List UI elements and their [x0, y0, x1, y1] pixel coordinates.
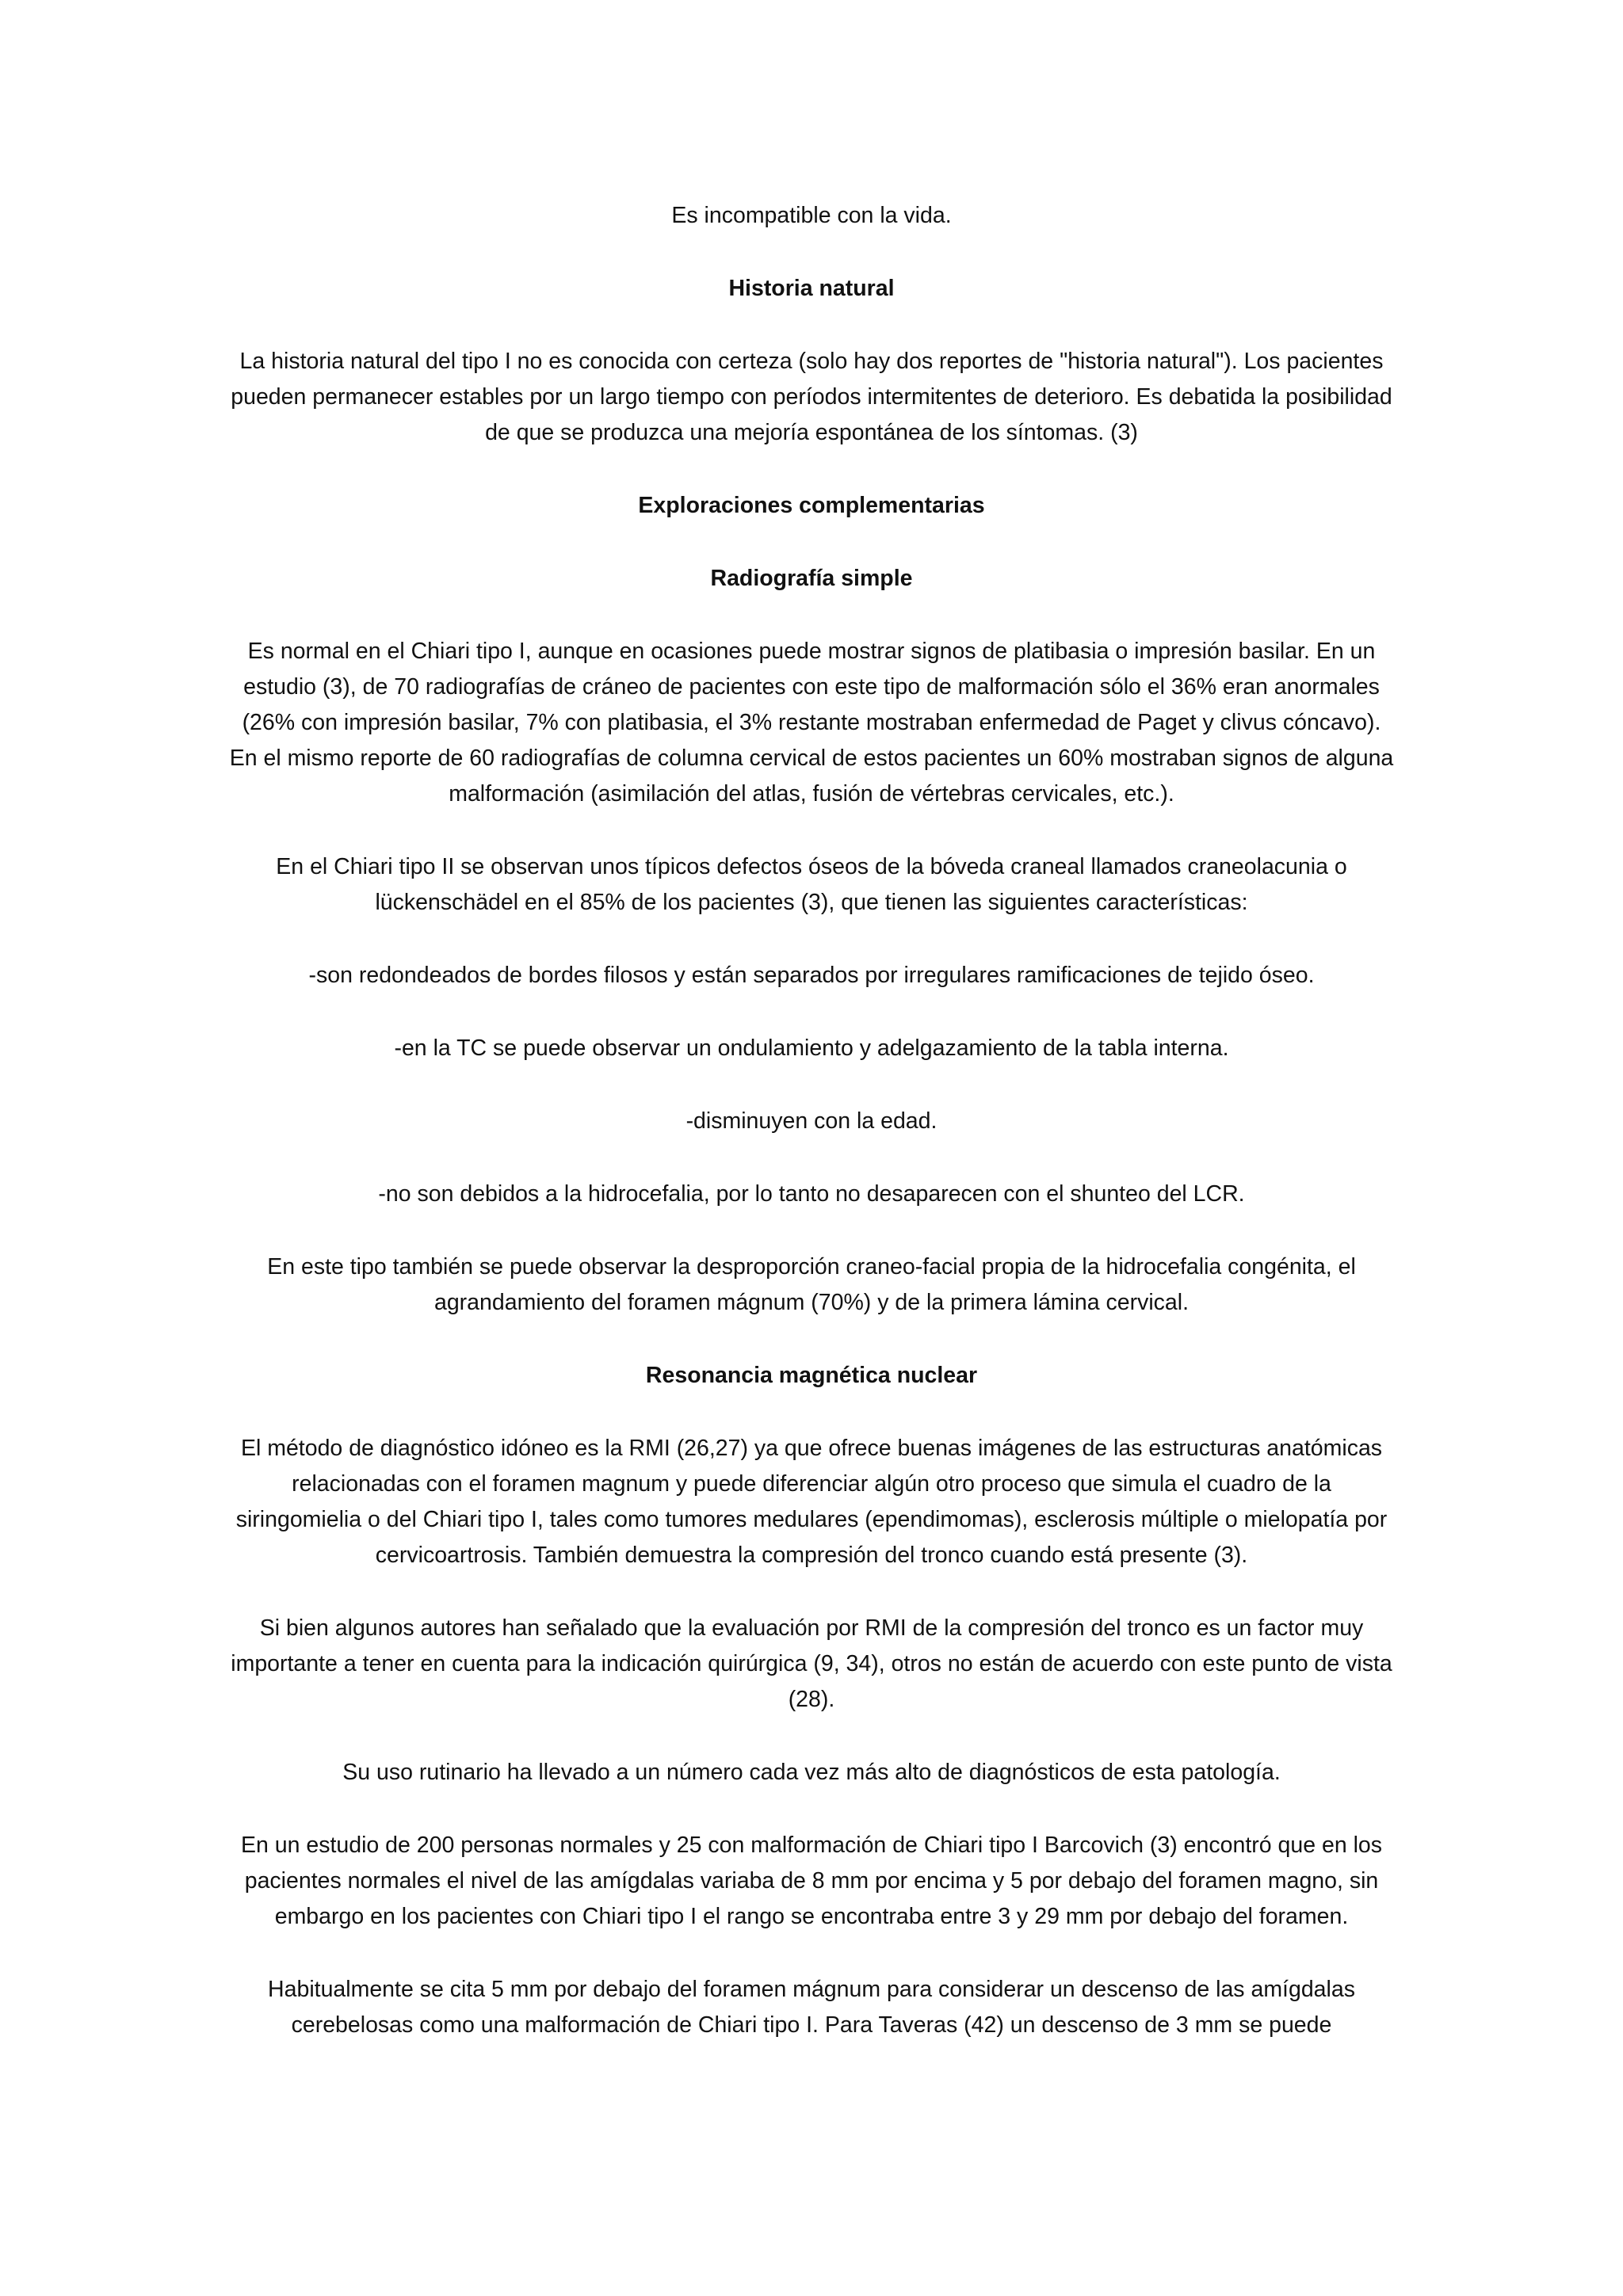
list-item-tc: -en la TC se puede observar un ondulamiento y adelgazamiento de la tabla interna. [394, 1035, 1229, 1061]
paragraph-rmi-metodo: El método de diagnóstico idóneo es la RMI (26,27) ya que ofrece buenas imágenes de las estructuras anatómicas relacionadas con el foramen magnum y puede diferenciar algún otro proceso que simula el cuadro de la siringomielia o del Chiari tipo I, tales como tumores medulares (ependimomas), esclerosis múltiple o mielopatía por cervicoartrosis. También demuestra la compresión del tronco cuando está presente (3). [235, 1436, 1388, 1568]
paragraph-chiari-tipo-2: En el Chiari tipo II se observan unos típicos defectos óseos de la bóveda craneal llamados craneolacunia o lückenschädel en el 85% de los pacientes (3), que tienen las siguientes características: [276, 854, 1347, 915]
list-item-edad: -disminuyen con la edad. [685, 1108, 938, 1134]
paragraph-intro: Es incompatible con la vida. [671, 203, 952, 228]
paragraph-rmi-autores: Si bien algunos autores han señalado que la evaluación por RMI de la compresión del tronco es un factor muy importante a tener en cuenta para la indicación quirúrgica (9, 34), otros no están de acuerdo con este punto de vista (28). [231, 1615, 1392, 1712]
heading-historia-natural: Historia natural [728, 276, 895, 301]
heading-exploraciones: Exploraciones complementarias [638, 493, 985, 518]
paragraph-estudio: En un estudio de 200 personas normales y 25 con malformación de Chiari tipo I Barcovich (3) encontró que en los pacientes normales el nivel de las amígdalas variaba de 8 mm por encima y 5 por debajo del foramen magno, sin embargo en los pacientes con Chiari tipo I el rango se encontraba entre 3 y 29 mm por debajo del foramen. [240, 1833, 1383, 1929]
document-body [227, 198, 1396, 2043]
paragraph-rmi-uso: Su uso rutinario ha llevado a un número cada vez más alto de diagnósticos de esta patología. [342, 1760, 1281, 1785]
paragraph-habitual: Habitualmente se cita 5 mm por debajo del foramen mágnum para considerar un descenso de las amígdalas cerebelosas como una malformación de Chiari tipo I. Para Taveras (42) un descenso de 3 mm se puede [268, 1977, 1355, 2038]
heading-radiografia: Radiografía simple [710, 566, 913, 591]
paragraph-historia-natural: La historia natural del tipo I no es conocida con certeza (solo hay dos reportes de "historia natural"). Los pacientes pueden permanecer estables por un largo tiempo con períodos intermitentes de deterioro. Es debatida la posibilidad de que se produzca una mejoría espontánea de los síntomas. (3) [231, 349, 1392, 445]
list-item-bordes: -son redondeados de bordes filosos y están separados por irregulares ramificaciones de tejido óseo. [308, 963, 1315, 988]
paragraph-radiografia: Es normal en el Chiari tipo I, aunque en ocasiones puede mostrar signos de platibasia o impresión basilar. En un estudio (3), de 70 radiografías de cráneo de pacientes con este tipo de malformación sólo el 36% eran anormales (26% con impresión basilar, 7% con platibasia, el 3% restante mostraban enfermedad de Paget y clivus cóncavo). En el mismo reporte de 60 radiografías de columna cervical de estos pacientes un 60% mostraban signos de alguna malformación (asimilación del atlas, fusión de vértebras cervicales, etc.). [229, 639, 1394, 807]
heading-resonancia: Resonancia magnética nuclear [645, 1363, 978, 1388]
paragraph-desproporcion: En este tipo también se puede observar la desproporción craneo-facial propia de la hidrocefalia congénita, el agrandamiento del foramen mágnum (70%) y de la primera lámina cervical. [267, 1254, 1356, 1315]
list-item-hidrocefalia: -no son debidos a la hidrocefalia, por lo tanto no desaparecen con el shunteo del LCR. [378, 1181, 1245, 1207]
